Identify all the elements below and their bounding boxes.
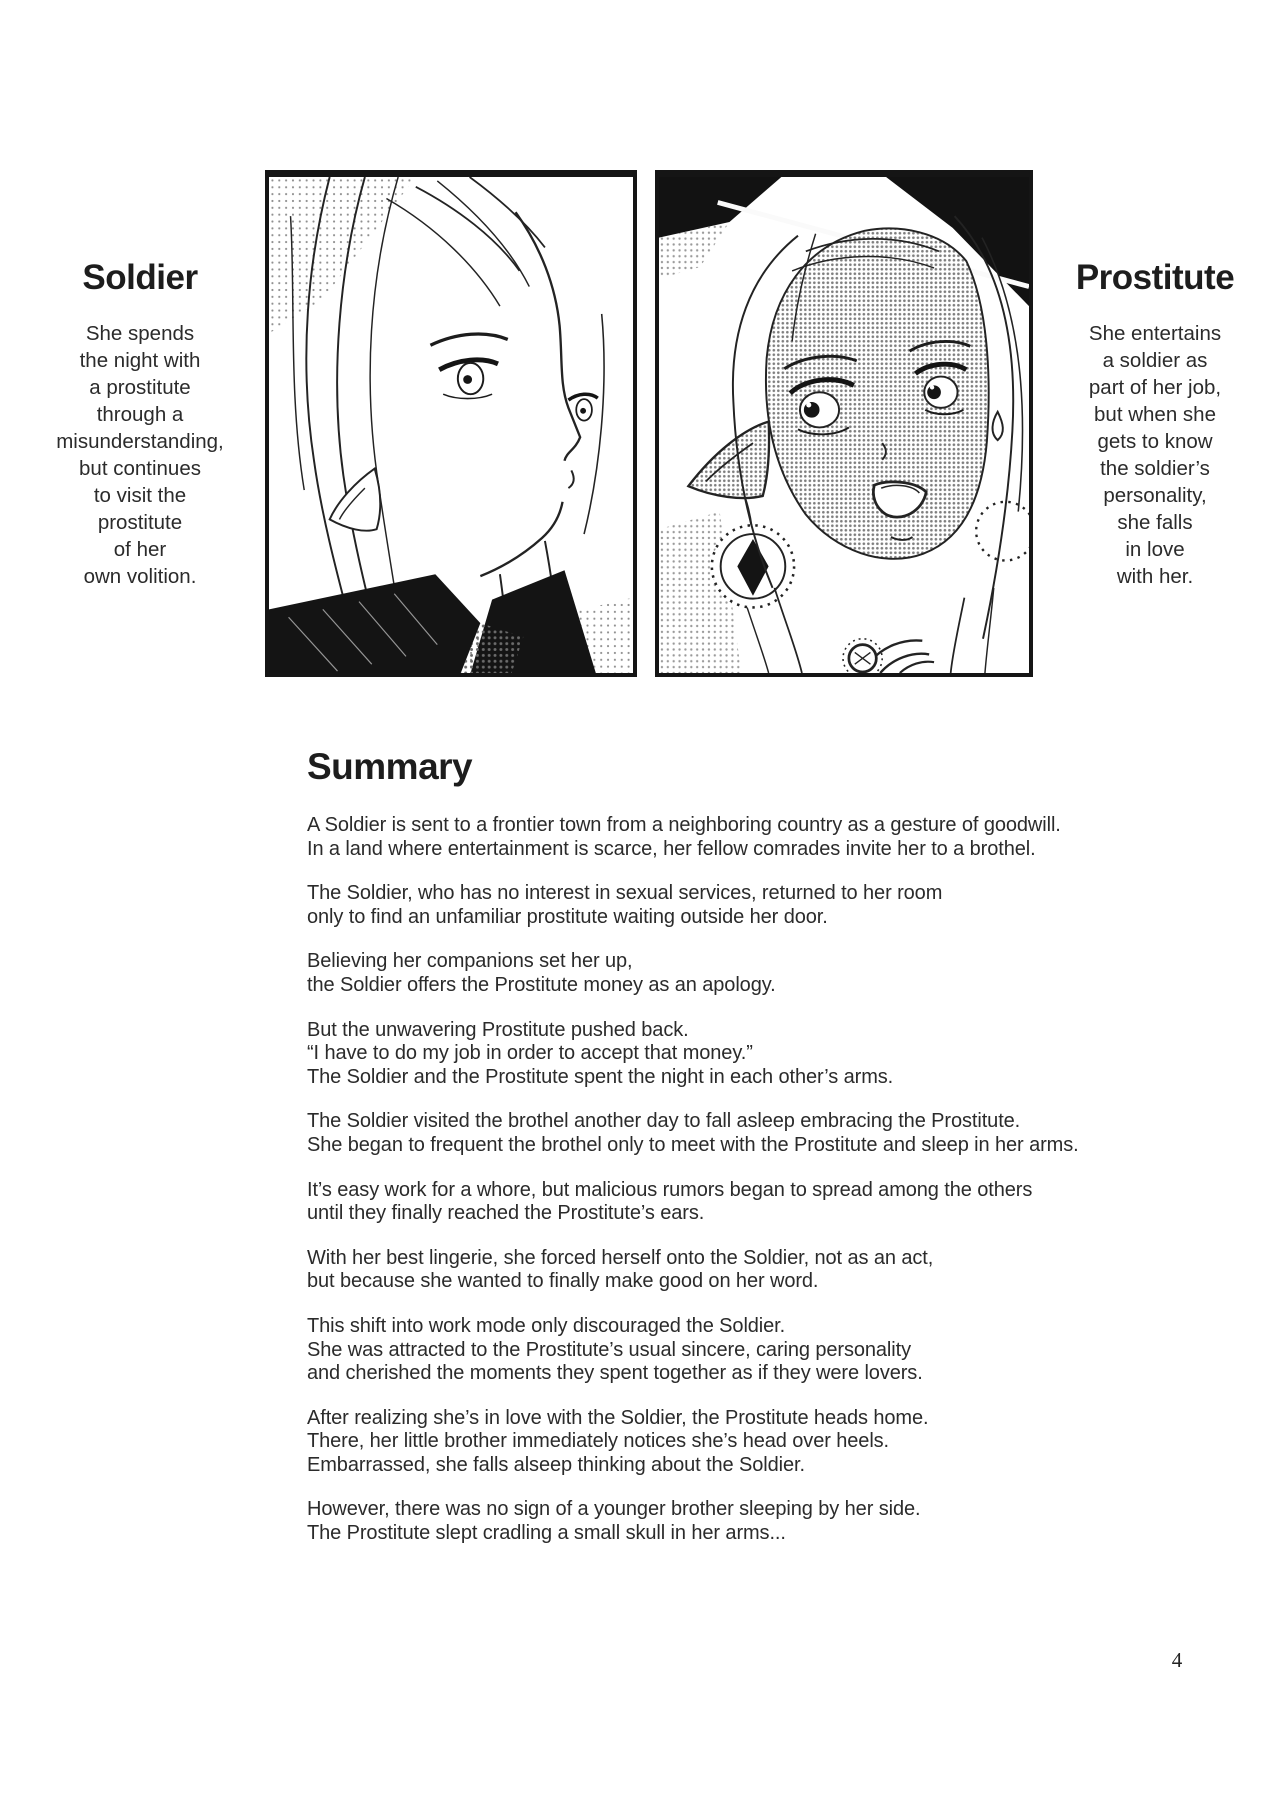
text-line: a prostitute: [89, 376, 191, 399]
summary-paragraph: [307, 1247, 1167, 1294]
summary-paragraph: [307, 814, 1167, 861]
text-line: through a: [96, 403, 184, 426]
text-line: She entertains: [1088, 322, 1222, 345]
text-line: only to find an unfamiliar prostitute waiting outside her door.: [307, 905, 828, 928]
text-line: There, her little brother immediately notices she’s head over heels.: [307, 1430, 890, 1453]
prostitute-ear: [688, 422, 769, 498]
soldier-portrait-illustration: [269, 177, 633, 673]
soldier-title: Soldier: [82, 258, 198, 297]
text-line: personality,: [1103, 484, 1207, 507]
text-line: With her best lingerie, she forced herself onto the Soldier, not as an act,: [307, 1246, 934, 1269]
text-line: Embarrassed, she falls alseep thinking about the Soldier.: [307, 1453, 805, 1476]
text-line: She began to frequent the brothel only to meet with the Prostitute and sleep in her arms.: [307, 1133, 1079, 1156]
text-line: the soldier’s: [1100, 457, 1210, 480]
summary-paragraph: [307, 1498, 1167, 1545]
text-line: of her: [113, 538, 167, 561]
summary-section: [307, 746, 1167, 1567]
text-line: In a land where entertainment is scarce, her fellow comrades invite her to a brothel.: [307, 837, 1036, 860]
summary-paragraph: [307, 1407, 1167, 1478]
text-line: It’s easy work for a whore, but malicious rumors began to spread among the others: [307, 1178, 1033, 1201]
text-line: a soldier as: [1102, 349, 1208, 372]
summary-paragraph: [307, 1179, 1167, 1226]
soldier-description: [25, 320, 255, 590]
text-line: gets to know: [1097, 430, 1213, 453]
text-line: “I have to do my job in order to accept that money.”: [307, 1042, 753, 1065]
text-line: This shift into work mode only discouraged the Soldier.: [307, 1314, 786, 1337]
text-line: After realizing she’s in love with the Soldier, the Prostitute heads home.: [307, 1406, 929, 1429]
text-line: until they finally reached the Prostitute’s ears.: [307, 1202, 705, 1225]
text-line: The Soldier, who has no interest in sexual services, returned to her room: [307, 882, 943, 905]
text-line: the night with: [79, 349, 201, 372]
text-line: A Soldier is sent to a frontier town from a neighboring country as a gesture of goodwill.: [307, 814, 1061, 836]
text-line: in love: [1125, 538, 1185, 561]
summary-paragraph: [307, 1315, 1167, 1386]
soldier-column: [25, 258, 255, 590]
text-line: But the unwavering Prostitute pushed back.: [307, 1018, 689, 1041]
text-line: but when she: [1094, 403, 1216, 426]
text-line: She was attracted to the Prostitute’s usual sincere, caring personality: [307, 1338, 911, 1361]
page-number: 4: [1171, 1648, 1183, 1672]
text-line: part of her job,: [1088, 376, 1222, 399]
summary-paragraph: [307, 882, 1167, 929]
soldier-panel: [265, 170, 637, 677]
text-line: However, there was no sign of a younger brother sleeping by her side.: [307, 1498, 921, 1521]
text-line: but continues: [79, 457, 201, 480]
text-line: she falls: [1117, 511, 1193, 534]
text-line: She spends: [85, 322, 195, 345]
text-line: own volition.: [83, 565, 197, 588]
text-line: The Soldier and the Prostitute spent the night in each other’s arms.: [307, 1065, 894, 1088]
summary-paragraph: [307, 950, 1167, 997]
prostitute-title: Prostitute: [1075, 258, 1235, 297]
text-line: to visit the: [93, 484, 187, 507]
text-line: The Soldier visited the brothel another day to fall asleep embracing the Prostitute.: [307, 1110, 1021, 1133]
prostitute-sweat-drop: [993, 412, 1003, 440]
prostitute-column: [1040, 258, 1270, 590]
summary-paragraph: [307, 1019, 1167, 1090]
text-line: Believing her companions set her up,: [307, 950, 633, 973]
prostitute-portrait-illustration: [659, 177, 1029, 673]
prostitute-hand-jewel: [843, 639, 934, 673]
summary-title: Summary: [307, 746, 473, 787]
text-line: but because she wanted to finally make good on her word.: [307, 1270, 819, 1293]
soldier-ear: [330, 469, 381, 531]
text-line: and cherished the moments they spent together as if they were lovers.: [307, 1362, 923, 1385]
soldier-eyes: [430, 334, 597, 421]
text-line: prostitute: [97, 511, 183, 534]
text-line: the Soldier offers the Prostitute money as an apology.: [307, 973, 776, 996]
summary-paragraphs: [307, 814, 1167, 1546]
soldier-collar: [269, 570, 596, 673]
text-line: The Prostitute slept cradling a small skull in her arms...: [307, 1522, 786, 1545]
prostitute-panel: [655, 170, 1033, 677]
summary-paragraph: [307, 1110, 1167, 1157]
prostitute-description: [1040, 320, 1270, 590]
text-line: with her.: [1116, 565, 1194, 588]
text-line: misunderstanding,: [56, 430, 224, 453]
